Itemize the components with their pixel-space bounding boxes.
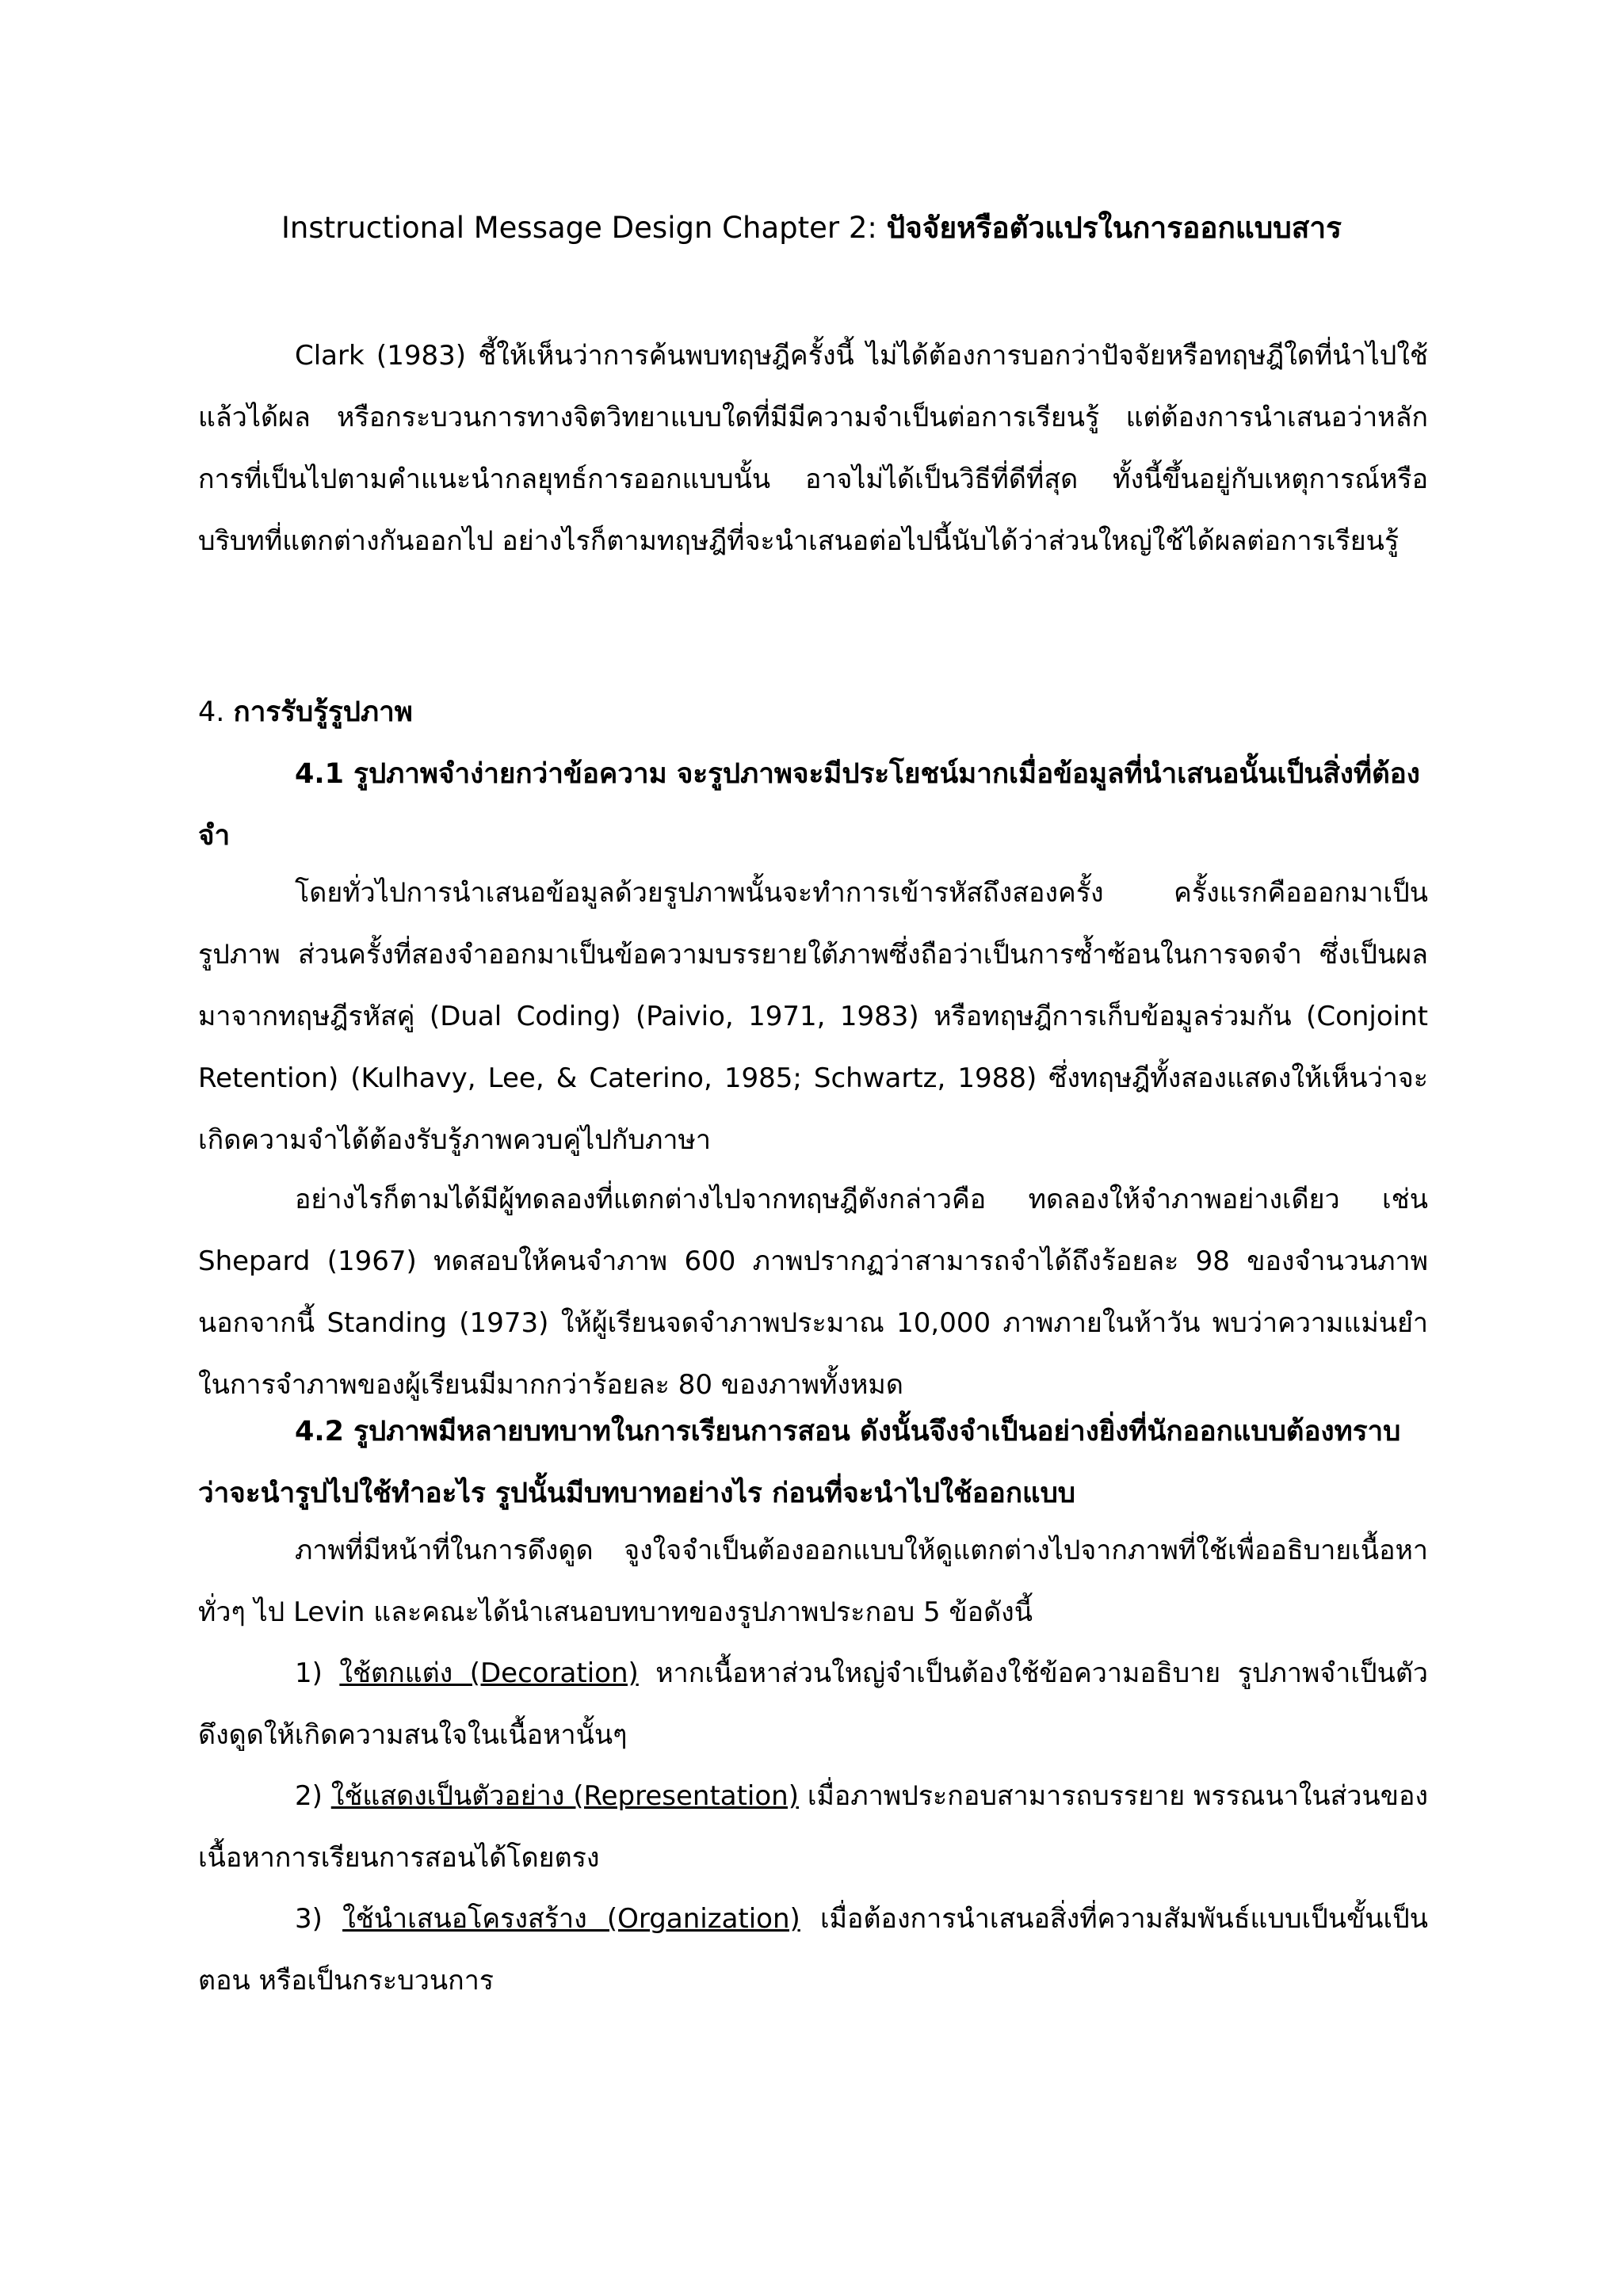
section-4-title: การรับรู้รูปภาพ (233, 696, 413, 728)
list-item-text: หากเนื้อหาส่วนใหญ่จำเป็นต้องใช้ข้อความอธิบาย รูปภาพจำเป็นตัวดึงดูดให้เกิดความสนใจในเนื้อหานั้นๆ (198, 1657, 1428, 1751)
list-item-number: 3) (295, 1903, 343, 1935)
section-4-heading (198, 681, 1428, 743)
section-4-1-heading: 4.1 รูปภาพจำง่ายกว่าข้อความ จะรูปภาพจะมีประโยชน์มากเมื่อข้อมูลที่นำเสนอนั้นเป็นสิ่งที่ต้องจำ (198, 758, 1420, 852)
list-item-label: ใช้แสดงเป็นตัวอย่าง (Representation) (330, 1780, 799, 1812)
list-item-text: เมื่อภาพประกอบสามารถบรรยาย พรรณนาในส่วนของเนื้อหาการเรียนการสอนได้โดยตรง (198, 1780, 1428, 1874)
list-item (198, 1765, 1428, 1889)
section-4-1-paragraph-1: โดยทั่วไปการนำเสนอข้อมูลด้วยรูปภาพนั้นจะทำการเข้ารหัสถึงสองครั้ง ครั้งแรกคือออกมาเป็นรูปภาพ ส่วนครั้งที่สองจำออกมาเป็นข้อความบรรยายใต้ภาพซึ่งถือว่าเป็นการซ้ำซ้อนในการจดจำ ซึ่งเป็นผลมาจากทฤษฎีรหัสคู่ (Dual Coding) (Paivio, 1971, 1983) หรือทฤษฎีการเก็บข้อมูลร่วมกัน (Conjoint Retention) (Kulhavy, Lee, & Caterino, 1985; Schwartz, 1988) ซึ่งทฤษฎีทั้งสองแสดงให้เห็นว่าจะเกิดความจำได้ต้องรับรู้ภาพควบคู่ไปกับภาษา (198, 877, 1428, 1156)
section-4-number: 4. (198, 696, 234, 728)
list-item-label: ใช้นำเสนอโครงสร้าง (Organization) (342, 1903, 800, 1935)
section-4-1-paragraph-2: อย่างไรก็ตามได้มีผู้ทดลองที่แตกต่างไปจากทฤษฎีดังกล่าวคือ ทดลองให้จำภาพอย่างเดียว เช่น Shepard (1967) ทดสอบให้คนจำภาพ 600 ภาพปรากฏว่าสามารถจำได้ถึงร้อยละ 98 ของจำนวนภาพ นอกจากนี้ Standing (1973) ให้ผู้เรียนจดจำภาพประมาณ 10,000 ภาพภายในห้าวัน พบว่าความแม่นยำในการจำภาพของผู้เรียนมีมากกว่าร้อยละ 80 ของภาพทั้งหมด (198, 1184, 1428, 1401)
section-4-2-heading: 4.2 รูปภาพมีหลายบทบาทในการเรียนการสอน ดังนั้นจึงจำเป็นอย่างยิ่งที่นักออกแบบต้องทราบว่าจะนำรูปไปใช้ทำอะไร รูปนั้นมีบทบาทอย่างไร ก่อนที่จะนำไปใช้ออกแบบ (198, 1416, 1401, 1509)
section-4-2-paragraph-1: ภาพที่มีหน้าที่ในการดึงดูด จูงใจจำเป็นต้องออกแบบให้ดูแตกต่างไปจากภาพที่ใช้เพื่ออธิบายเนื้อหาทั่วๆ ไป Levin และคณะได้นำเสนอบทบาทของรูปภาพประกอบ 5 ข้อดังนี้ (198, 1535, 1428, 1628)
list-item-number: 1) (295, 1657, 340, 1689)
list-item-label: ใช้ตกแต่ง (Decoration) (339, 1657, 639, 1689)
title-thai: ปัจจัยหรือตัวแปรในการออกแบบสาร (886, 211, 1342, 245)
title-prefix: Instructional Message Design Chapter 2: (281, 211, 887, 245)
intro-paragraph: Clark (1983) ชี้ให้เห็นว่าการค้นพบทฤษฎีครั้งนี้ ไม่ได้ต้องการบอกว่าปัจจัยหรือทฤษฎีใดที่นำไปใช้แล้วได้ผล หรือกระบวนการทางจิตวิทยาแบบใดที่มีมีความจำเป็นต่อการเรียนรู้ แต่ต้องการนำเสนอว่าหลักการที่เป็นไปตามคำแนะนำกลยุทธ์การออกแบบนั้น อาจไม่ได้เป็นวิธีที่ดีที่สุด ทั้งนี้ขึ้นอยู่กับเหตุการณ์หรือบริบทที่แตกต่างกันออกไป อย่างไรก็ตามทฤษฎีที่จะนำเสนอต่อไปนี้นับได้ว่าส่วนใหญ่ใช้ได้ผลต่อการเรียนรู้ (198, 340, 1428, 557)
list-item (198, 1642, 1428, 1766)
list-item-text: เมื่อต้องการนำเสนอสิ่งที่ความสัมพันธ์แบบเป็นขั้นเป็นตอน หรือเป็นกระบวนการ (198, 1903, 1428, 1997)
list-item-number: 2) (295, 1780, 331, 1812)
page-title (0, 208, 1623, 249)
list-item (198, 1888, 1428, 2012)
